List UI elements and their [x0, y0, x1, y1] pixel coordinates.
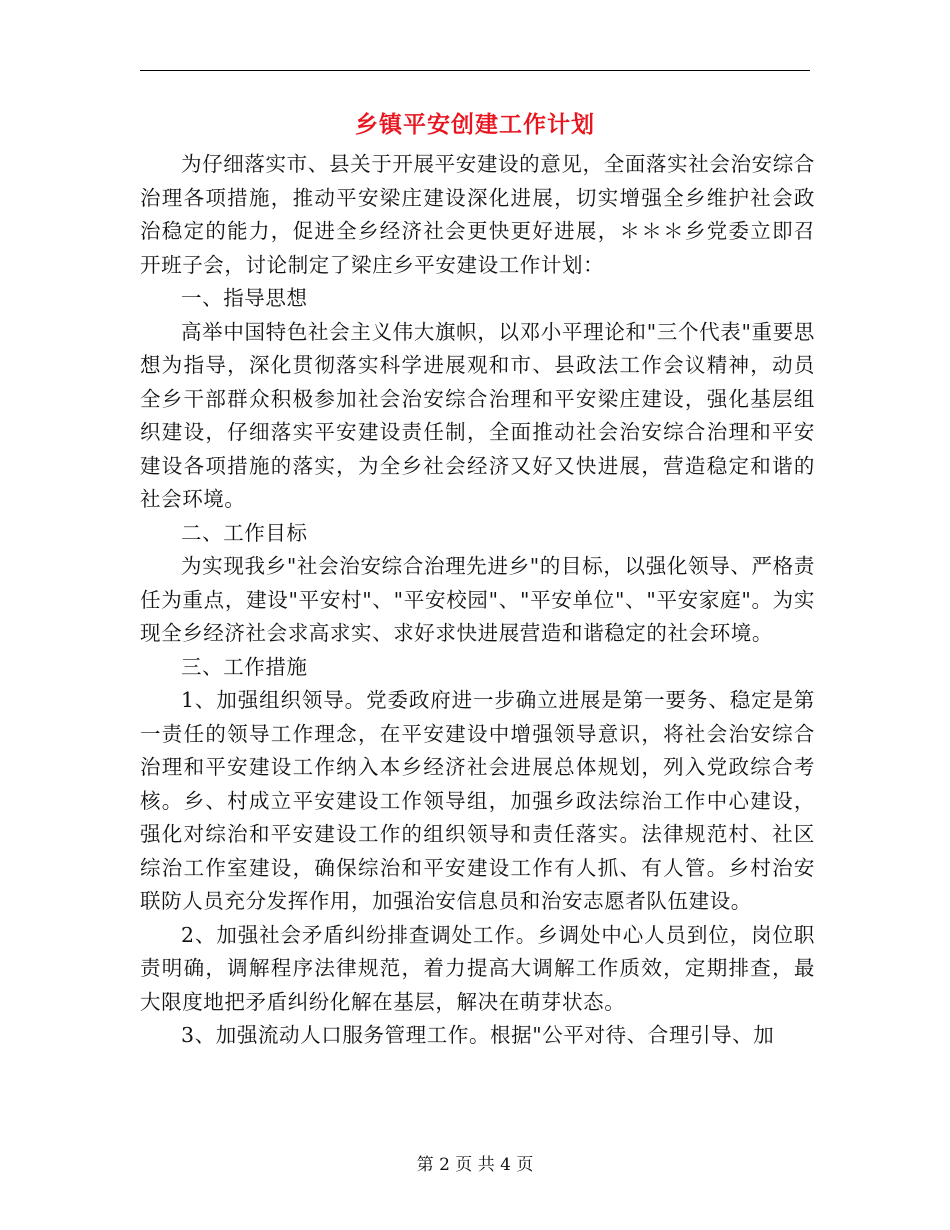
section-heading-work-goals: 二、工作目标	[181, 520, 308, 545]
footer-suffix: 页	[516, 1155, 534, 1175]
page-footer	[0, 1153, 950, 1177]
document-title: 乡镇平安创建工作计划	[355, 111, 595, 138]
measure-3-paragraph: 3、加强流动人口服务管理工作。根据"公平对待、合理引导、加	[181, 1023, 775, 1047]
work-goals-paragraph: 为实现我乡"社会治安综合治理先进乡"的目标，以强化领导、严格责任为重点，建设"平安村"、"平安校园"、"平安单位"、"平安家庭"。为实现全乡经济社会求高求实、求好求快进展营造和谐稳定的社会环境。	[140, 554, 815, 645]
measure-1-paragraph: 1、加强组织领导。党委政府进一步确立进展是第一要务、稳定是第一责任的领导工作理念，在平安建设中增强领导意识，将社会治安综合治理和平安建设工作纳入本乡经济社会进展总体规划，列入党政综合考核。乡、村成立平安建设工作领导组，加强乡政法综治工作中心建设，强化对综治和平安建设工作的组织领导和责任落实。法律规范村、社区综治工作室建设，确保综治和平安建设工作有人抓、有人管。乡村治安联防人员充分发挥作用，加强治安信息员和治安志愿者队伍建设。	[140, 688, 815, 913]
footer-prefix: 第	[416, 1155, 434, 1175]
header-rule	[140, 70, 810, 71]
current-page-number: 2	[439, 1155, 450, 1175]
measure-2-paragraph: 2、加强社会矛盾纠纷排查调处工作。乡调处中心人员到位，岗位职责明确，调解程序法律规范，着力提高大调解工作质效，定期排查，最大限度地把矛盾纠纷化解在基层，解决在萌芽状态。	[140, 922, 815, 1014]
intro-paragraph: 为仔细落实市、县关于开展平安建设的意见，全面落实社会治安综合治理各项措施，推动平安梁庄建设深化进展，切实增强全乡维护社会政治稳定的能力，促进全乡经济社会更快更好进展，＊＊＊乡党委立即召开班子会，讨论制定了梁庄乡平安建设工作计划：	[140, 152, 815, 277]
guiding-ideology-paragraph: 高举中国特色社会主义伟大旗帜，以邓小平理论和"三个代表"重要思想为指导，深化贯彻落实科学进展观和市、县政法工作会议精神，动员全乡干部群众积极参加社会治安综合治理和平安梁庄建设，强化基层组织建设，仔细落实平安建设责任制，全面推动社会治安综合治理和平安建设各项措施的落实，为全乡社会经济又好又快进展，营造稳定和谐的社会环境。	[140, 319, 815, 511]
footer-middle: 页 共	[455, 1155, 495, 1175]
section-heading-guiding-ideology: 一、指导思想	[181, 286, 308, 310]
document-body	[140, 148, 815, 1053]
section-heading-work-measures: 三、工作措施	[181, 654, 308, 679]
total-page-count: 4	[500, 1155, 511, 1175]
